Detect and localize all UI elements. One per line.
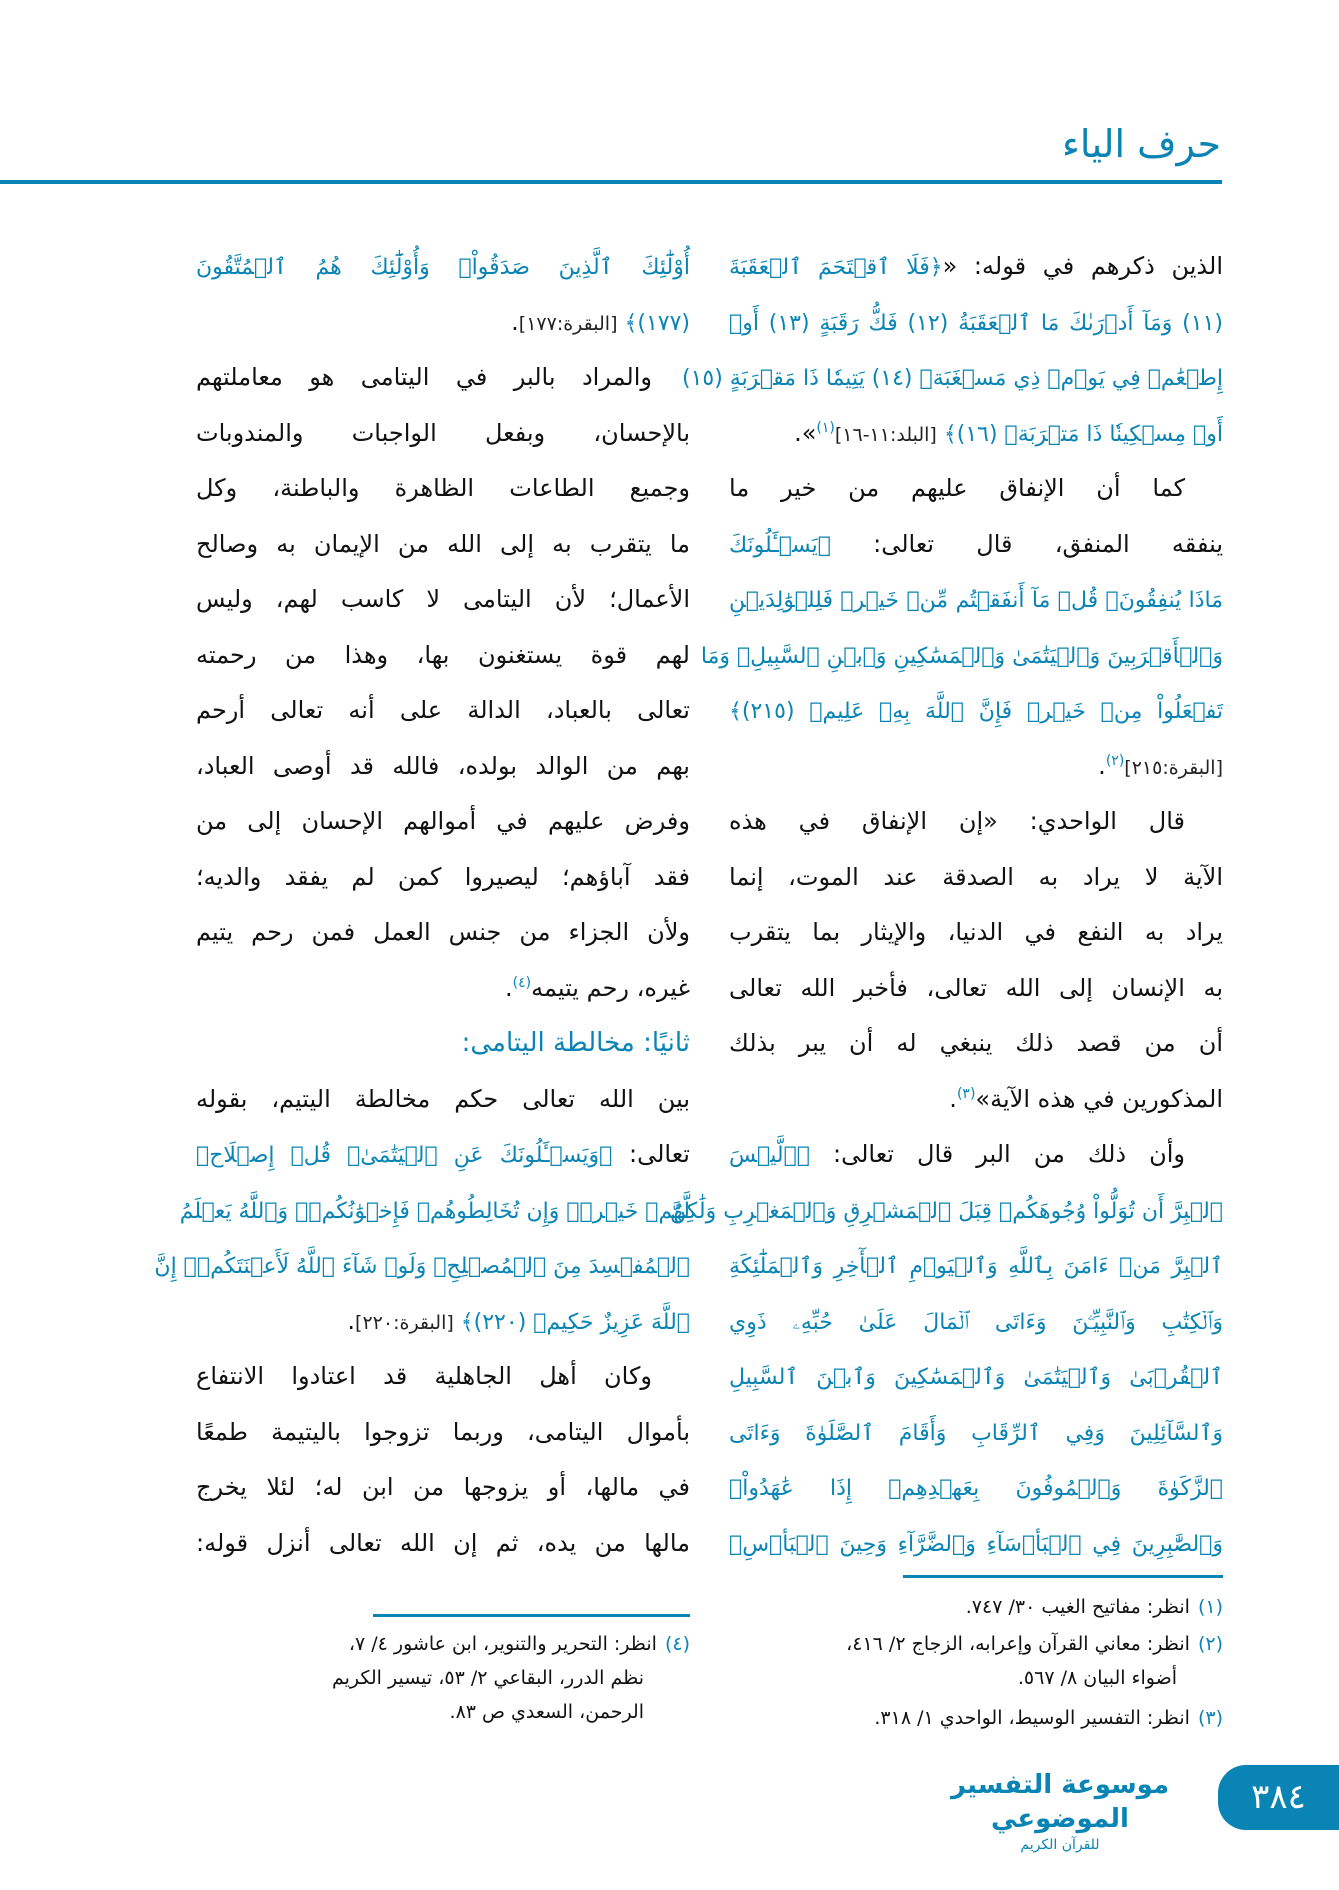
body-text: بأموال اليتامى، وربما تزوجوا باليتيمة طمعًا xyxy=(196,1417,690,1446)
footnote-text: انظر: التحرير والتنوير، ابن عاشور ٤/ ٧، xyxy=(348,1633,657,1655)
footnote-3 xyxy=(874,1701,1223,1735)
body-text: وكان أهل الجاهلية قد اعتادوا الانتفاع xyxy=(196,1362,652,1390)
body-text: تعالى بالعباد، الدالة على أنه تعالى أرحم xyxy=(196,696,690,724)
quran-verse: وَٱلسَّآئِلِينَ وَفِي ٱلرِّقَابِ وَأَقَامَ ٱلصَّلَوٰةَ وَءَاتَى xyxy=(729,1420,1223,1446)
text-line xyxy=(196,627,690,683)
quran-verse: ﴿وَيَسۡـَٔلُونَكَ عَنِ ٱلۡيَتَٰمَىٰۖ قُلۡ إِصۡلَاحٞ xyxy=(196,1143,613,1168)
text-line xyxy=(729,1404,1223,1460)
text-line xyxy=(729,516,1223,572)
body-text: بالإحسان، وبفعل الواجبات والمندوبات xyxy=(196,418,690,447)
body-text: ». xyxy=(794,418,817,447)
body-text: . xyxy=(1098,751,1106,780)
footnote-4 xyxy=(332,1627,690,1729)
footnote-2 xyxy=(846,1627,1223,1695)
text-line xyxy=(196,1071,690,1127)
text-line xyxy=(179,1182,690,1238)
quran-verse: (١١) وَمَآ أَدۡرَىٰكَ مَا ٱلۡعَقَبَةُ (١٢) فَكُّ رَقَبَةٍ (١٣) أَوۡ xyxy=(729,310,1224,336)
text-line xyxy=(729,904,1223,960)
text-line xyxy=(729,1459,1223,1515)
quran-verse: إِطۡعَٰمٞ فِي يَوۡمٖ ذِي مَسۡغَبَةٖ (١٤) يَتِيمٗا ذَا مَقۡرَبَةٍ (١٥) xyxy=(682,366,1223,391)
text-line xyxy=(729,294,1223,350)
text-line xyxy=(196,349,690,405)
quran-verse: أُوْلَٰٓئِكَ ٱلَّذِينَ صَدَقُواْۖ وَأُوْلَٰٓئِكَ هُمُ ٱلۡمُتَّقُونَ xyxy=(196,255,690,280)
verse-reference: [البقرة:١٧٧] xyxy=(518,312,618,335)
body-text: قال الواحدي: «إن الإنفاق في هذه xyxy=(729,807,1185,835)
text-line xyxy=(729,960,1223,1016)
footnote-number: (١) xyxy=(1197,1596,1223,1618)
text-line xyxy=(729,1293,1223,1349)
header-rule xyxy=(0,180,1222,184)
footnote-divider-left xyxy=(373,1614,690,1617)
body-text: ولأن الجزاء من جنس العمل فمن رحم يتيم xyxy=(196,918,690,946)
quran-verse: وَٱلصَّٰبِرِينَ فِي ٱلۡبَأۡسَآءِ وَٱلضَّرَّآءِ وَحِينَ ٱلۡبَأۡسِۗ xyxy=(729,1531,1223,1557)
text-line xyxy=(196,1293,690,1349)
quran-verse: لَّهُمۡ خَيۡرٞۖ وَإِن تُخَالِطُوهُمۡ فَإِخۡوَٰنُكُمۡۚ وَٱللَّهُ يَعۡلَمُ xyxy=(179,1198,690,1224)
logo-title: موسوعة التفسير الموضوعي xyxy=(950,1770,1170,1834)
body-text: مالها من يده، ثم إن الله تعالى أنزل قوله: xyxy=(196,1528,690,1557)
text-line xyxy=(729,1071,1223,1127)
footnote-text: انظر: مفاتيح الغيب ٣٠/ ٧٤٧. xyxy=(965,1596,1190,1618)
body-text: ينفقه المنفق، قال تعالى: xyxy=(830,529,1223,558)
quran-verse: وَٱلۡأَقۡرَبِينَ وَٱلۡيَتَٰمَىٰ وَٱلۡمَسَٰكِينِ وَٱبۡنِ ٱلسَّبِيلِۗ وَمَا xyxy=(700,643,1223,669)
footnote-number: (٣) xyxy=(1197,1707,1223,1729)
verse-reference: [البقرة:٢٢٠] xyxy=(355,1311,454,1334)
body-text: بين الله تعالى حكم مخالطة اليتيم، بقوله xyxy=(196,1084,690,1113)
text-line xyxy=(196,1126,690,1182)
text-line xyxy=(196,571,690,627)
body-text: غيره، رحم يتيمه xyxy=(531,973,690,1002)
text-line xyxy=(196,960,690,1016)
footnote-text: انظر: التفسير الوسيط، الواحدي ١/ ٣١٨. xyxy=(874,1707,1190,1729)
body-text: أن من قصد ذلك ينبغي له أن يبر بذلك xyxy=(729,1029,1223,1057)
body-text: الأعمال؛ لأن اليتامى لا كاسب لهم، وليس xyxy=(196,585,690,613)
page-number-badge: ٣٨٤ xyxy=(1218,1765,1339,1830)
body-text: . xyxy=(347,1306,356,1335)
text-line xyxy=(729,1015,1223,1071)
text-line xyxy=(729,1237,1223,1293)
body-text: به الإنسان إلى الله تعالى، فأخبر الله تعالى xyxy=(729,973,1223,1002)
text-line xyxy=(729,1515,1223,1571)
footnote-text: انظر: معاني القرآن وإعرابه، الزجاج ٢/ ٤١٦، xyxy=(846,1633,1190,1655)
text-line xyxy=(729,460,1223,516)
body-text: يراد به النفع في الدنيا، والإيثار بما يتقرب xyxy=(729,918,1223,946)
text-line xyxy=(196,294,690,350)
text-line xyxy=(729,405,1223,461)
body-text: . xyxy=(949,1084,957,1113)
body-text: كما أن الإنفاق عليهم من خير ما xyxy=(729,474,1185,502)
body-text: الآية لا يراد به الصدقة عند الموت، إنما xyxy=(729,862,1223,891)
quran-verse: وَٱلۡكِتَٰبِ وَٱلنَّبِيِّـۧنَ وَءَاتَى ٱلۡمَالَ عَلَىٰ حُبِّهِۦ ذَوِي xyxy=(729,1309,1223,1335)
footnote-marker: (٢) xyxy=(1105,752,1125,769)
quran-verse: ﴿۞لَّيۡسَ xyxy=(729,1143,810,1168)
text-line xyxy=(196,904,690,960)
body-text: ما يتقرب به إلى الله من الإيمان به وصالح xyxy=(196,529,690,558)
footnote-text-continued: نظم الدرر، البقاعي ٢/ ٥٣، تيسير الكريم xyxy=(331,1667,644,1689)
footnote-marker: (٣) xyxy=(956,1085,976,1102)
text-line xyxy=(196,1348,690,1404)
text-line xyxy=(670,1182,1223,1238)
body-text: . xyxy=(504,973,513,1002)
footnote-number: (٤) xyxy=(664,1633,690,1655)
quran-verse: ﴿فَلَا ٱقۡتَحَمَ ٱلۡعَقَبَةَ xyxy=(729,255,943,280)
text-line xyxy=(682,349,1223,405)
body-text: تعالى: xyxy=(612,1140,690,1168)
quran-verse: ٱلۡمُفۡسِدَ مِنَ ٱلۡمُصۡلِحِۚ وَلَوۡ شَآءَ ٱللَّهُ لَأَعۡنَتَكُمۡۚ إِنَّ xyxy=(154,1254,690,1279)
body-text: لهم قوة يستغنون بها، وهذا من رحمته xyxy=(196,640,690,669)
text-line xyxy=(729,738,1223,794)
section-heading xyxy=(196,1015,690,1071)
body-text: بهم من الوالد بولده، فالله قد أوصى العباد، xyxy=(196,751,690,780)
quran-verse: ٱلۡبِرَّ مَنۡ ءَامَنَ بِٱللَّهِ وَٱلۡيَوۡمِ ٱلۡأٓخِرِ وَٱلۡمَلَٰٓئِكَةِ xyxy=(729,1254,1223,1279)
text-line xyxy=(729,682,1223,738)
body-text: المذكورين في هذه الآية» xyxy=(975,1084,1223,1113)
quran-verse: ﴿يَسۡـَٔلُونَكَ xyxy=(729,532,831,558)
footnote-marker: (٤) xyxy=(512,974,532,991)
quran-verse: ٱلزَّكَوٰةَ وَٱلۡمُوفُونَ بِعَهۡدِهِمۡ إِذَا عَٰهَدُواْۖ xyxy=(729,1476,1223,1501)
footnote-text-continued: أضواء البيان ٨/ ٥٦٧. xyxy=(1017,1667,1177,1689)
body-text: . xyxy=(511,307,519,336)
logo-subtitle: للقرآن الكريم xyxy=(1020,1837,1100,1853)
quran-verse: تَفۡعَلُواْ مِنۡ خَيۡرٖ فَإِنَّ ٱللَّهَ بِهِۦ عَلِيمٞ (٢١٥)﴾ xyxy=(729,699,1223,724)
footnote-text-continued: الرحمن، السعدي ص ٨٣. xyxy=(449,1701,644,1723)
text-line xyxy=(196,238,690,294)
text-line xyxy=(196,460,690,516)
quran-verse: ٱللَّهَ عَزِيزٌ حَكِيمٞ (٢٢٠)﴾ xyxy=(453,1309,690,1335)
text-line xyxy=(196,405,690,461)
chapter-title: حرف الياء xyxy=(1062,122,1221,166)
text-line xyxy=(196,793,690,849)
text-line xyxy=(729,849,1223,905)
text-line xyxy=(196,682,690,738)
text-line xyxy=(729,571,1223,627)
text-line xyxy=(700,627,1223,683)
text-line xyxy=(196,1404,690,1460)
body-text: الذين ذكرهم في قوله: « xyxy=(942,252,1223,280)
quran-verse: ٱلۡقُرۡبَىٰ وَٱلۡيَتَٰمَىٰ وَٱلۡمَسَٰكِينَ وَٱبۡنَ ٱلسَّبِيلِ xyxy=(729,1365,1223,1390)
body-text: وجميع الطاعات الظاهرة والباطنة، وكل xyxy=(196,474,690,502)
text-line xyxy=(729,1348,1223,1404)
body-text: والمراد بالبر في اليتامى هو معاملتهم xyxy=(196,363,652,391)
body-text: ثانيًا: مخالطة اليتامى: xyxy=(461,1028,690,1058)
quran-verse: أَوۡ مِسۡكِينٗا ذَا مَتۡرَبَةٖ (١٦)﴾ xyxy=(936,421,1223,447)
body-text: في مالها، أو يزوجها من ابن له؛ لئلا يخرج xyxy=(196,1473,690,1501)
verse-reference: [البقرة:٢١٥] xyxy=(1124,756,1223,779)
text-line xyxy=(196,516,690,572)
body-text: وأن ذلك من البر قال تعالى: xyxy=(810,1140,1185,1168)
text-line xyxy=(729,238,1223,294)
body-text: فقد آباؤهم؛ ليصيروا كمن لم يفقد والديه؛ xyxy=(196,862,690,891)
quran-verse: مَاذَا يُنفِقُونَۖ قُلۡ مَآ أَنفَقۡتُم مِّنۡ خَيۡرٖ فَلِلۡوَٰلِدَيۡنِ xyxy=(729,588,1223,613)
footnote-divider-right xyxy=(903,1575,1223,1578)
footnote-1 xyxy=(966,1590,1223,1624)
body-text: وفرض عليهم في أموالهم الإحسان إلى من xyxy=(196,807,690,835)
text-line xyxy=(196,1459,690,1515)
text-line xyxy=(729,1126,1223,1182)
text-line xyxy=(154,1237,690,1293)
text-line xyxy=(729,793,1223,849)
footnote-number: (٢) xyxy=(1197,1633,1223,1655)
footnote-marker: (١) xyxy=(816,419,835,436)
quran-verse: ٱلۡبِرَّ أَن تُوَلُّواْ وُجُوهَكُمۡ قِبَلَ ٱلۡمَشۡرِقِ وَٱلۡمَغۡرِبِ وَلَٰكِنَّ xyxy=(670,1198,1223,1224)
verse-reference: [البلد:١١-١٦] xyxy=(834,423,937,446)
encyclopedia-logo xyxy=(935,1768,1185,1854)
quran-verse: (١٧٧)﴾ xyxy=(617,310,690,336)
text-line xyxy=(196,738,690,794)
text-line xyxy=(196,1515,690,1571)
text-line xyxy=(196,849,690,905)
